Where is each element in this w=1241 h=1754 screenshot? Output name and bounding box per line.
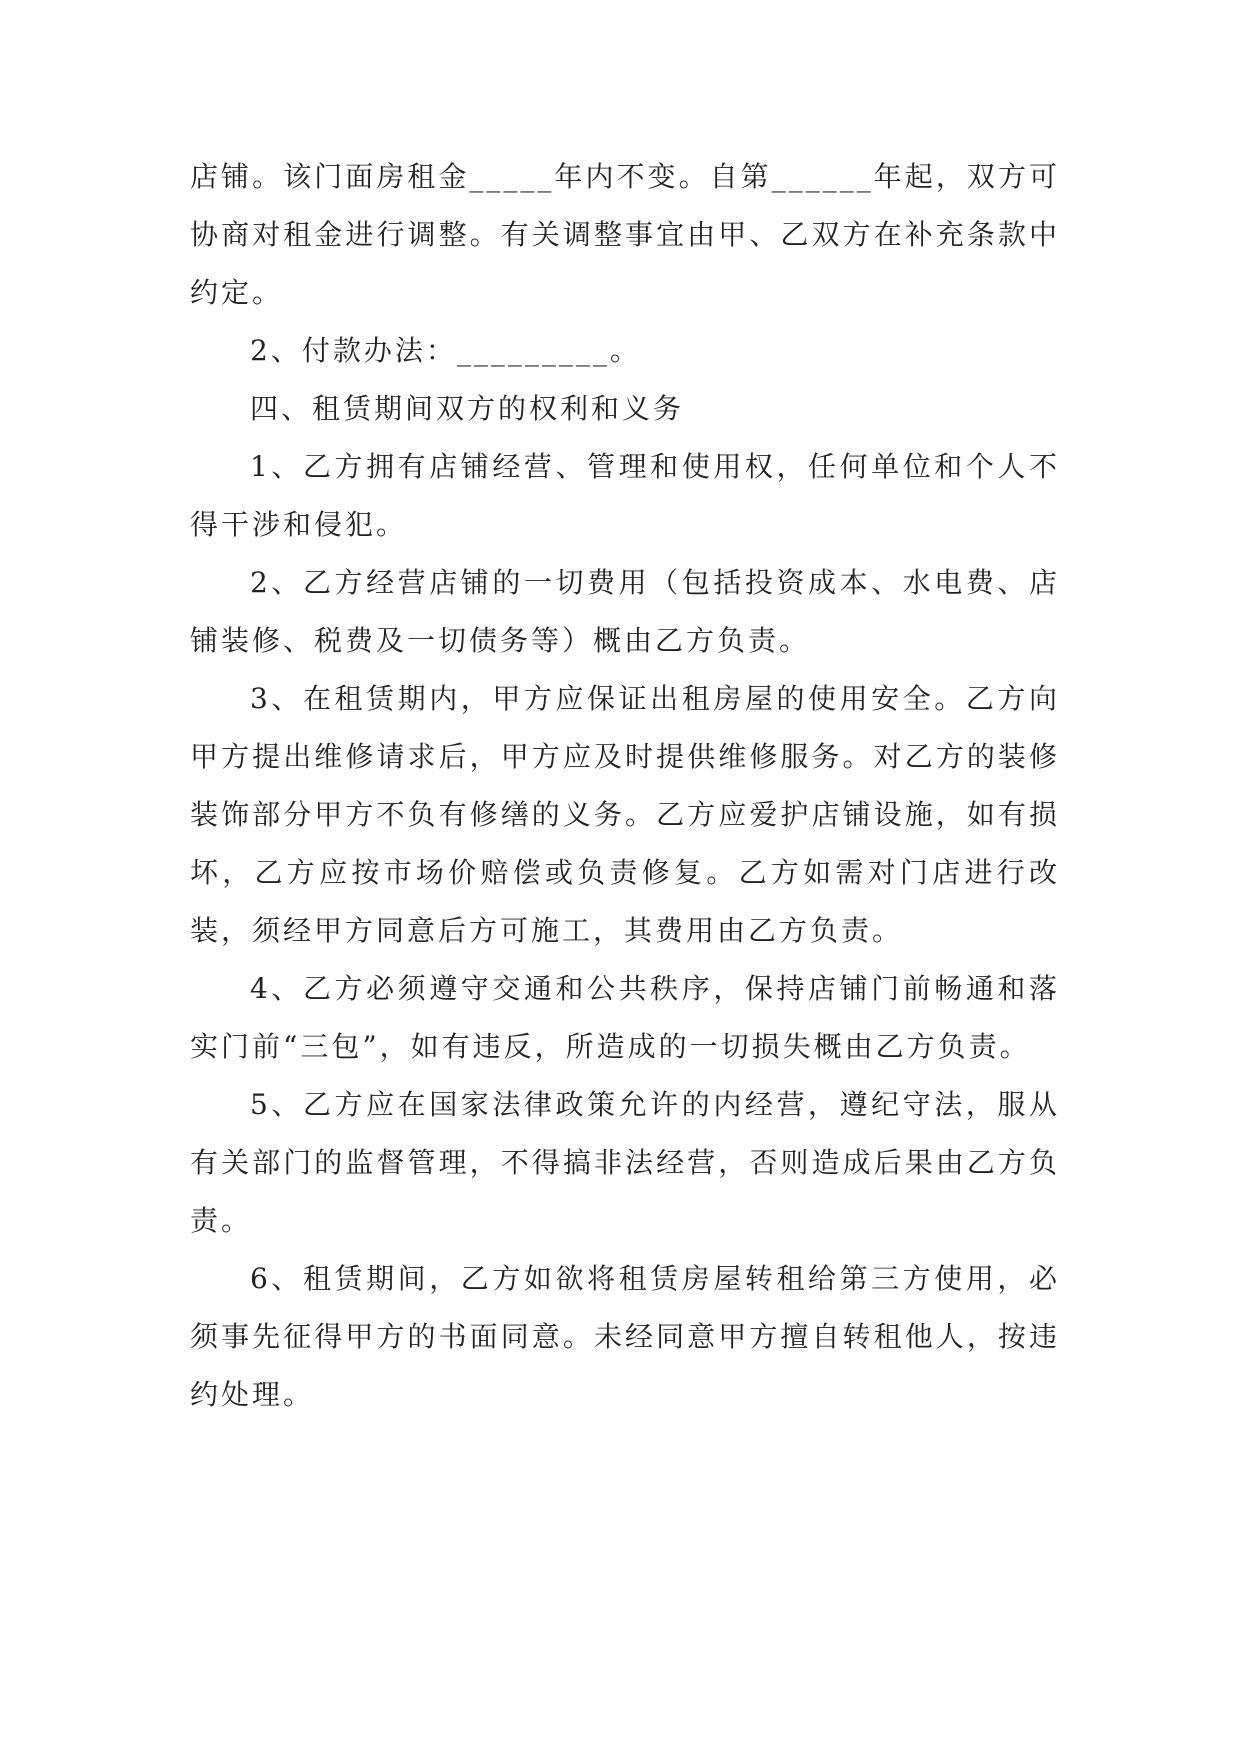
paragraph-clause-1: 1、乙方拥有店铺经营、管理和使用权，任何单位和个人不得干涉和侵犯。 <box>190 450 1060 541</box>
paragraph-clause-5: 5、乙方应在国家法律政策允许的内经营，遵纪守法，服从有关部门的监督管理，不得搞非法经营，否则造成后果由乙方负责。 <box>190 1088 1060 1237</box>
paragraph-clause-3: 3、在租赁期内，甲方应保证出租房屋的使用安全。乙方向甲方提出维修请求后，甲方应及时提供维修服务。对乙方的装修装饰部分甲方不负有修缮的义务。乙方应爱护店铺设施，如有损坏，乙方应按市场价赔偿或负责修复。乙方如需对门店进行改装，须经甲方同意后方可施工，其费用由乙方负责。 <box>190 682 1060 947</box>
paragraph-clause-2: 2、乙方经营店铺的一切费用（包括投资成本、水电费、店铺装修、税费及一切债务等）概由乙方负责。 <box>190 566 1060 657</box>
section-heading-rights-obligations: 四、租赁期间双方的权利和义务 <box>250 392 685 425</box>
paragraph-payment-method: 2、付款办法：_________。 <box>250 334 641 367</box>
paragraph-rent-continuation: 店铺。该门面房租金_____年内不变。自第______年起，双方可协商对租金进行调整。有关调整事宜由甲、乙双方在补充条款中约定。 <box>190 160 1060 309</box>
paragraph-clause-4: 4、乙方必须遵守交通和公共秩序，保持店铺门前畅通和落实门前“三包”，如有违反，所造成的一切损失概由乙方负责。 <box>190 972 1060 1063</box>
document-page <box>190 148 1060 1424</box>
paragraph-clause-6: 6、租赁期间，乙方如欲将租赁房屋转租给第三方使用，必须事先征得甲方的书面同意。未经同意甲方擅自转租他人，按违约处理。 <box>190 1262 1060 1411</box>
